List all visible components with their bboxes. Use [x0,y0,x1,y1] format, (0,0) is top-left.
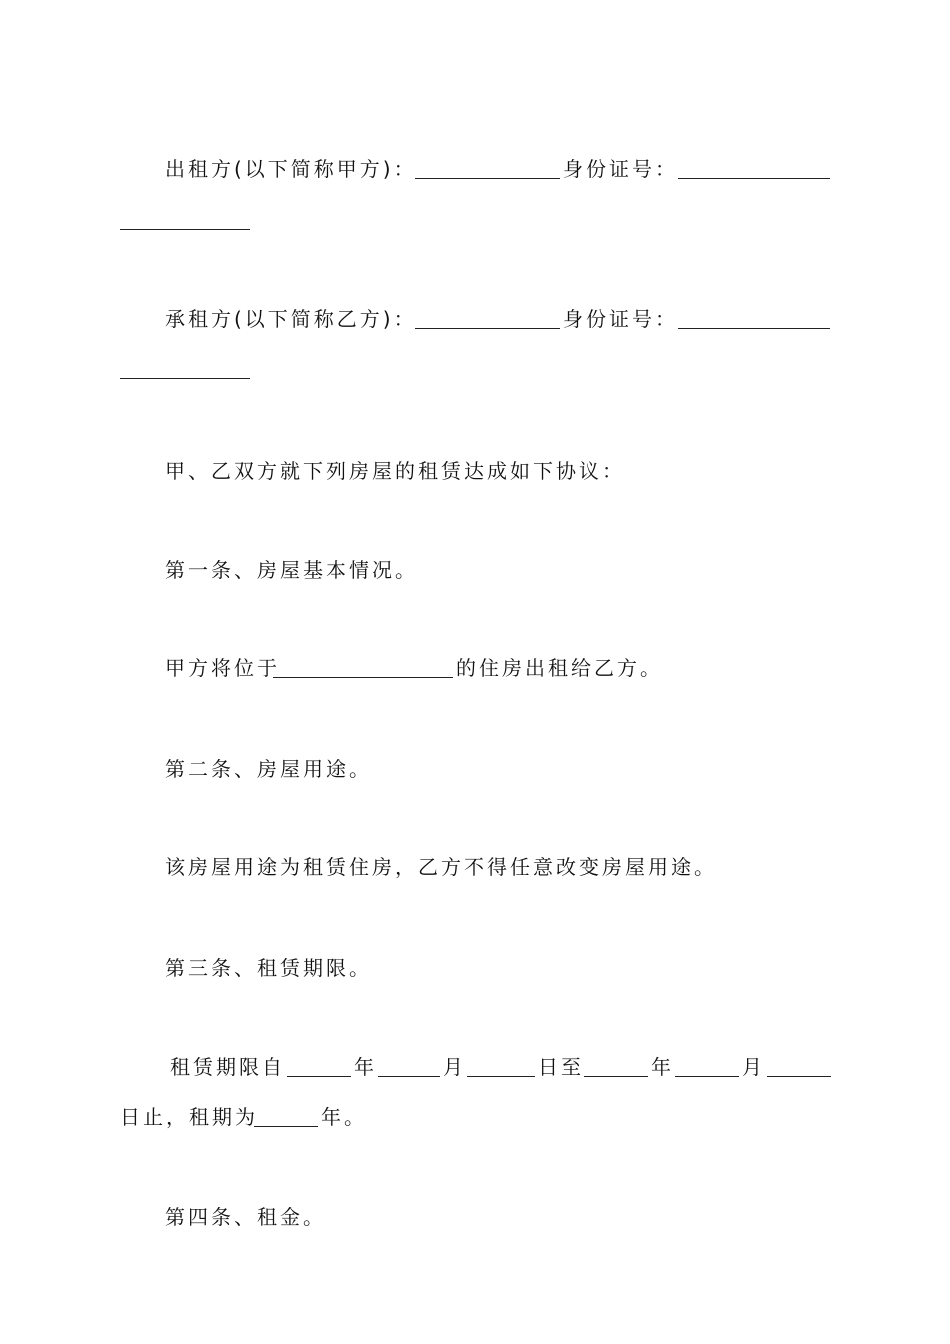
lessor-label: 出租方(以下简称甲方)： [165,157,417,181]
lease-end-text: 日止，租期为 [120,1105,258,1129]
lessee-id-blank-continued[interactable] [120,377,250,379]
start-month-blank[interactable] [378,1075,440,1077]
start-year-blank[interactable] [287,1075,351,1077]
lessee-name-blank[interactable] [415,327,560,329]
lessee-label: 承租方(以下简称乙方)： [165,307,417,331]
lessor-name-blank[interactable] [415,177,560,179]
end-month-label: 月 [742,1055,765,1079]
end-year-blank[interactable] [584,1075,648,1077]
agreement-intro-text: 甲、乙双方就下列房屋的租赁达成如下协议： [165,459,625,483]
start-year-label: 年 [354,1055,377,1079]
lease-period-prefix: 租赁期限自 [170,1055,285,1079]
start-month-label: 月 [443,1055,466,1079]
end-year-label: 年 [651,1055,674,1079]
article2-title-text: 第二条、房屋用途。 [165,757,372,781]
article2-text: 该房屋用途为租赁住房，乙方不得任意改变房屋用途。 [165,855,717,879]
end-month-blank[interactable] [675,1075,739,1077]
article4-title-text: 第四条、租金。 [165,1205,326,1229]
lessor-id-blank-continued[interactable] [120,228,250,230]
property-address-blank[interactable] [273,676,453,678]
article1-title-text: 第一条、房屋基本情况。 [165,558,418,582]
lease-term-year-suffix: 年。 [321,1105,367,1129]
lessor-id-blank[interactable] [678,177,830,179]
lessor-id-label: 身份证号： [563,157,678,181]
start-day-blank[interactable] [467,1075,535,1077]
lessee-id-blank[interactable] [678,327,830,329]
lease-term-years-blank[interactable] [254,1125,318,1127]
lessee-id-label: 身份证号： [563,307,678,331]
day-to-label: 日至 [538,1055,584,1079]
article1-text-after: 的住房出租给乙方。 [456,656,663,680]
end-day-blank[interactable] [767,1075,831,1077]
article1-text-before: 甲方将位于 [165,656,280,680]
article3-title-text: 第三条、租赁期限。 [165,956,372,980]
